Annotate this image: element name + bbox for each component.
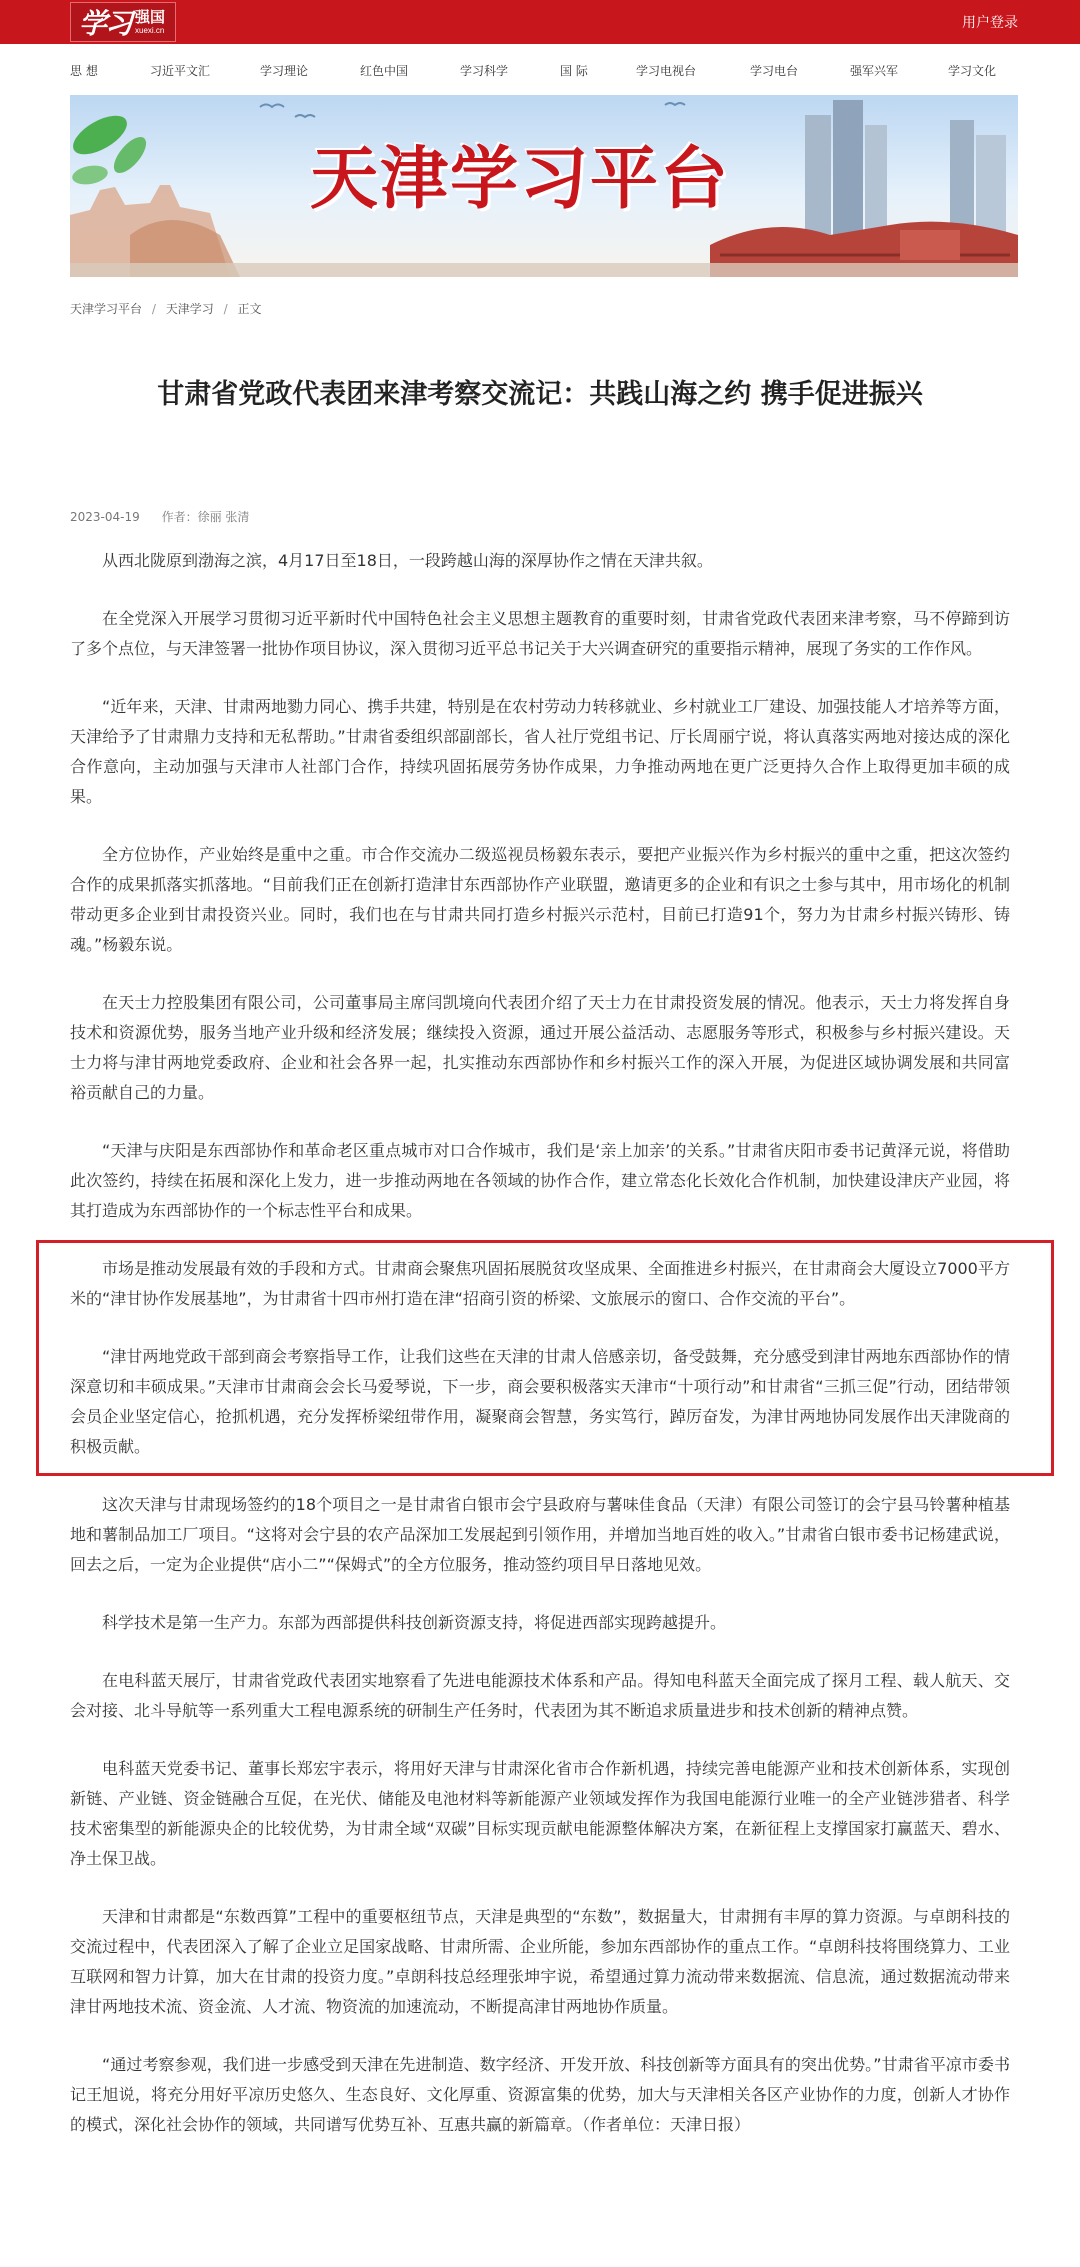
article-paragraph: 电科蓝天党委书记、董事长郑宏宇表示，将用好天津与甘肃深化省市合作新机遇，持续完善电能源产业和技术创新体系，实现创新链、产业链、资金链融合互促，在光伏、储能及电池材料等新能源产业领域发挥作为我国电能源行业唯一的全产业链涉猎者、科学技术密集型的新能源央企的比较优势，为甘肃全域“双碳”目标实现贡献电能源整体解决方案，在新征程上支撑国家打赢蓝天、碧水、净土保卫战。: [70, 1759, 1010, 1868]
nav-item-red-china[interactable]: 红色中国: [360, 64, 409, 78]
nav-item-thought[interactable]: 思 想: [70, 64, 98, 78]
article-date: 2023-04-19: [70, 510, 140, 524]
login-link[interactable]: 用户登录: [962, 15, 1018, 31]
nav-item-xi-collection[interactable]: 习近平文汇: [150, 64, 211, 78]
nav-item-international[interactable]: 国 际: [560, 64, 588, 78]
logo-url: xuexi.cn: [135, 25, 165, 35]
article-paragraph: “天津与庆阳是东西部协作和革命老区重点城市对口合作城市，我们是‘亲上加亲’的关系。”甘肃省庆阳市委书记黄泽元说，将借助此次签约，持续在拓展和深化上发力，进一步推动两地在各领域的协作合作，建立常态化长效化合作机制，加快建设津庆产业园，将其打造成为东西部协作的一个标志性平台和成果。: [70, 1141, 1010, 1220]
breadcrumb-separator: /: [223, 302, 228, 316]
article-paragraph: 市场是推动发展最有效的手段和方式。甘肃商会聚焦巩固拓展脱贫攻坚成果、全面推进乡村振兴，在甘肃商会大厦设立7000平方米的“津甘协作发展基地”，为甘肃省十四市州打造在津“招商引资的桥梁、文旅展示的窗口、合作交流的平台”。: [70, 1259, 1010, 1308]
breadcrumb-item-current: 正文: [237, 302, 262, 316]
article-paragraph: 在电科蓝天展厅，甘肃省党政代表团实地察看了先进电能源技术体系和产品。得知电科蓝天全面完成了探月工程、载人航天、交会对接、北斗导航等一系列重大工程电源系统的研制生产任务时，代表团为其不断追求质量进步和技术创新的精神点赞。: [70, 1671, 1010, 1720]
article-paragraph: 在全党深入开展学习贯彻习近平新时代中国特色社会主义思想主题教育的重要时刻，甘肃省党政代表团来津考察，马不停蹄到访了多个点位，与天津签署一批协作项目协议，深入贯彻习近平总书记关于大兴调查研究的重要指示精神，展现了务实的工作作风。: [70, 609, 1010, 658]
nav-item-theory[interactable]: 学习理论: [260, 64, 309, 78]
article-paragraph: 科学技术是第一生产力。东部为西部提供科技创新资源支持，将促进西部实现跨越提升。: [102, 1613, 727, 1632]
article-paragraph: “通过考察参观，我们进一步感受到天津在先进制造、数字经济、开发开放、科技创新等方面具有的突出优势。”甘肃省平凉市委书记王旭说，将充分用好平凉历史悠久、生态良好、文化厚重、资源富集的优势，加大与天津相关各区产业协作的力度，创新人才协作的模式，深化社会协作的领域，共同谱写优势互补、互惠共赢的新篇章。（作者单位：天津日报）: [70, 2055, 1010, 2134]
nav-item-radio[interactable]: 学习电台: [750, 64, 799, 78]
breadcrumb-item-platform[interactable]: 天津学习平台: [70, 302, 143, 316]
article-body: [70, 546, 1010, 2168]
nav-item-military[interactable]: 强军兴军: [850, 64, 899, 78]
banner-image: [70, 95, 1018, 277]
main-nav: [70, 60, 1018, 82]
article-paragraph: “近年来，天津、甘肃两地勠力同心、携手共建，特别是在农村劳动力转移就业、乡村就业工厂建设、加强技能人才培养等方面，天津给予了甘肃鼎力支持和无私帮助。”甘肃省委组织部副部长，省人社厅党组书记、厅长周丽宁说，将认真落实两地对接达成的深化合作意向，主动加强与天津市人社部门合作，持续巩固拓展劳务协作成果，力争推动两地在更广泛更持久合作上取得更加丰硕的成果。: [70, 697, 1010, 806]
nav-item-tv[interactable]: 学习电视台: [636, 64, 697, 78]
nav-item-culture[interactable]: 学习文化: [948, 64, 997, 78]
article-paragraph: 全方位协作，产业始终是重中之重。市合作交流办二级巡视员杨毅东表示，要把产业振兴作为乡村振兴的重中之重，把这次签约合作的成果抓落实抓落地。“目前我们正在创新打造津甘东西部协作产业联盟，邀请更多的企业和有识之士参与其中，用市场化的机制带动更多企业到甘肃投资兴业。同时，我们也在与甘肃共同打造乡村振兴示范村，目前已打造91个，努力为甘肃乡村振兴铸形、铸魂。”杨毅东说。: [70, 845, 1010, 954]
site-logo[interactable]: [70, 2, 176, 42]
article-paragraph: “津甘两地党政干部到商会考察指导工作，让我们这些在天津的甘肃人倍感亲切，备受鼓舞，充分感受到津甘两地东西部协作的情深意切和丰硕成果。”天津市甘肃商会会长马爱琴说，下一步，商会要积极落实天津市“十项行动”和甘肃省“三抓三促”行动，团结带领会员企业坚定信心，抢抓机遇，充分发挥桥梁纽带作用，凝聚商会智慧，务实笃行，踔厉奋发，为津甘两地协同发展作出天津陇商的积极贡献。: [70, 1347, 1010, 1456]
breadcrumb-item-tianjin-study[interactable]: 天津学习: [165, 302, 214, 316]
article-paragraph: 从西北陇原到渤海之滨，4月17日至18日，一段跨越山海的深厚协作之情在天津共叙。: [102, 551, 713, 570]
logo-mark: 学习: [79, 7, 132, 40]
breadcrumb-separator: /: [151, 302, 156, 316]
logo-name: 强国: [135, 7, 166, 26]
breadcrumb: [70, 300, 267, 317]
article-paragraph: 这次天津与甘肃现场签约的18个项目之一是甘肃省白银市会宁县政府与薯味佳食品（天津）有限公司签订的会宁县马铃薯种植基地和薯制品加工厂项目。“这将对会宁县的农产品深加工发展起到引领作用，并增加当地百姓的收入。”甘肃省白银市委书记杨建武说，回去之后，一定为企业提供“店小二”“保姆式”的全方位服务，推动签约项目早日落地见效。: [70, 1495, 1010, 1574]
article-paragraph: 天津和甘肃都是“东数西算”工程中的重要枢纽节点，天津是典型的“东数”，数据量大，甘肃拥有丰厚的算力资源。与卓朗科技的交流过程中，代表团深入了解了企业立足国家战略、甘肃所需、企业所能，参加东西部协作的重点工作。“卓朗科技将围绕算力、工业互联网和智力计算，加大在甘肃的投资力度。”卓朗科技总经理张坤宇说，希望通过算力流动带来数据流、信息流，通过数据流动带来津甘两地技术流、资金流、人才流、物资流的加速流动，不断提高津甘两地协作质量。: [70, 1907, 1010, 2016]
nav-item-science[interactable]: 学习科学: [460, 64, 509, 78]
article-title: 甘肃省党政代表团来津考察交流记：共践山海之约 携手促进振兴: [157, 379, 923, 410]
article-paragraph: 在天士力控股集团有限公司，公司董事局主席闫凯境向代表团介绍了天士力在甘肃投资发展的情况。他表示，天士力将发挥自身技术和资源优势，服务当地产业升级和经济发展；继续投入资源，通过开展公益活动、志愿服务等形式，积极参与乡村振兴建设。天士力将与津甘两地党委政府、企业和社会各界一起，扎实推动东西部协作和乡村振兴工作的深入开展，为促进区域协调发展和共同富裕贡献自己的力量。: [70, 993, 1010, 1102]
banner-title: 天津学习平台: [310, 139, 731, 219]
top-bar: [0, 0, 1080, 44]
article-author: 作者：徐丽 张清: [161, 510, 250, 524]
article-meta: [70, 508, 267, 525]
